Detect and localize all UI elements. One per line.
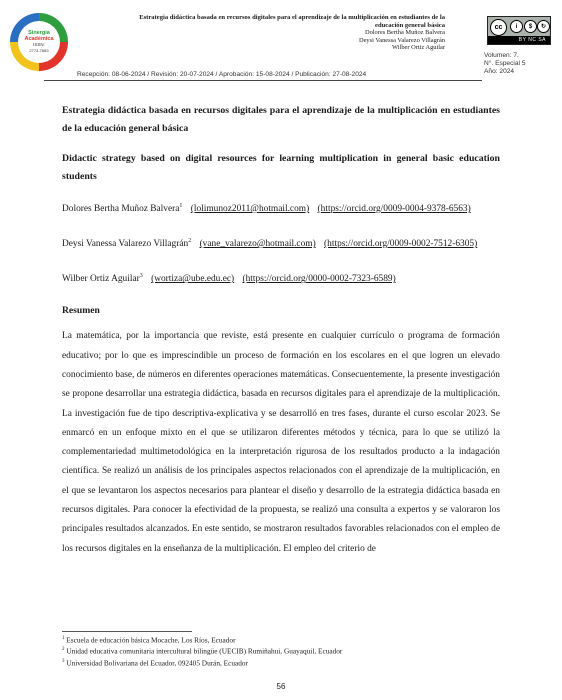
author-name: Wilber Ortiz Aguilar [62, 274, 140, 285]
article-body [62, 102, 500, 559]
author-orcid-link[interactable]: (https://orcid.org/0009-0002-7512-6305) [324, 239, 478, 250]
footnote-text: Unidad educativa comunitaria intercultural bilingüe (UECIB) Rumiñahui, Guayaquil, Ecuador [64, 646, 343, 656]
author-entry [62, 267, 500, 288]
creative-commons-license-badge[interactable] [487, 16, 551, 45]
publication-dates: Recepción: 08-06-2024 / Revisión: 20-07-2024 / Aprobación: 15-08-2024 / Publicación: 27-08-2024 [77, 71, 367, 78]
logo-text: 2773-7683 [29, 48, 49, 53]
running-header [115, 14, 445, 52]
footnotes [62, 634, 502, 668]
volume: Volumen: 7. [484, 52, 519, 59]
journal-logo-center [18, 21, 60, 63]
footnote-mark: 3 [62, 658, 65, 664]
abstract-heading: Resumen [62, 305, 100, 317]
footnote-mark: 1 [62, 636, 65, 641]
footnote-mark: 2 [62, 647, 65, 653]
running-author: Dolores Bertha Muñoz Balvera [364, 29, 445, 36]
footnote [62, 645, 502, 656]
logo-text: Académica [24, 36, 54, 42]
affiliation-mark: 3 [139, 273, 143, 280]
footnote [62, 634, 502, 645]
attribution-icon: i [510, 20, 523, 33]
article-title-es: Estrategia didáctica basada en recursos digitales para el aprendizaje de la multiplicación en estudiantes de la educación general básica [62, 105, 500, 134]
author-name: Deysi Vanessa Valarezo Villagrán [62, 239, 189, 250]
cc-icon: cc [490, 19, 507, 36]
author-name: Dolores Bertha Muñoz Balvera [62, 204, 180, 215]
share-alike-icon: ↻ [537, 20, 550, 33]
running-author: Wilber Ortiz Aguilar [392, 44, 445, 52]
logo-text: Sinergia [28, 30, 50, 36]
issue-info [484, 52, 526, 76]
author-orcid-link[interactable]: (https://orcid.org/0000-0002-7323-6589) [242, 274, 396, 285]
footnote-text: Universidad Bolivariana del Ecuador, 092405 Durán, Ecuador [64, 658, 248, 668]
running-title: Estrategia didáctica basada en recursos digitales para el aprendizaje de la multiplicación en estudiantes de la educación general básica [139, 14, 445, 29]
author-email-link[interactable]: (lolimunoz2011@hotmail.com) [190, 204, 310, 215]
author-email-link[interactable]: (wortiza@ube.edu.ec) [151, 274, 235, 285]
year: Año: 2024 [484, 68, 515, 75]
author-email-link[interactable]: (vane_valarezo@hotmail.com) [199, 239, 316, 250]
author-entry [62, 232, 500, 253]
affiliation-mark: 2 [188, 238, 192, 245]
license-terms: BY NC SA [488, 36, 550, 44]
footnote [62, 657, 502, 668]
author-orcid-link[interactable]: (https://orcid.org/0009-0004-9378-6563) [317, 204, 471, 215]
footnote-divider [62, 631, 192, 632]
abstract-text: La matemática, por la importancia que reviste, está presente en cualquier currículo o programa de formación educativo; por lo que es imprescindible un proceso de formación en los escolares en el que logren un elevado conocimiento base, de números en diferentes operaciones matemáticas. Consecuentemente, la presente investigación se propone desarrollar una estrategia didáctica, basada en recursos digitales para el aprendizaje de la multiplicación. La investigación fue de tipo descriptiva-explicativa y se desarrolló en tres fases, durante el curso escolar 2023. Se enmarcó en un enfoque mixto en el que se utilizaron diferentes métodos y técnica, para lo que se utilizó la complementariedad multimetodológica en la interpretación rigurosa de los resultados producto a la indagación científica. Se realizó un análisis de los principales aspectos relacionados con el aprendizaje de la multiplicación, en el que se levantaron los aspectos necesarios para plantear el diseño y desarrollo de la estrategia didáctica basada en recursos digitales. Para conocer la efectividad de la propuesta, se realizó una consulta a expertos y se valoraron los principales resultados alcanzados. En este sentido, se mostraron resultados favorables relacionados con el empleo de los recursos digitales en la enseñanza de la multiplicación. El empleo del criterio de [62, 331, 500, 554]
affiliation-mark: 1 [179, 203, 183, 209]
journal-logo [10, 13, 68, 71]
page-number: 56 [276, 682, 286, 691]
author-entry [62, 197, 500, 218]
non-commercial-icon: $ [524, 20, 537, 33]
header-divider [44, 80, 482, 81]
running-author: Deysi Vanessa Valarezo Villagrán [358, 36, 445, 44]
issue-number: N°. Especial 5 [484, 60, 526, 67]
article-title-en: Didactic strategy based on digital resources for learning multiplication in general basic education students [62, 153, 500, 182]
footnote-text: Escuela de educación básica Mocache, Los Ríos, Ecuador [64, 635, 236, 645]
logo-text: ISSN: [33, 42, 45, 47]
